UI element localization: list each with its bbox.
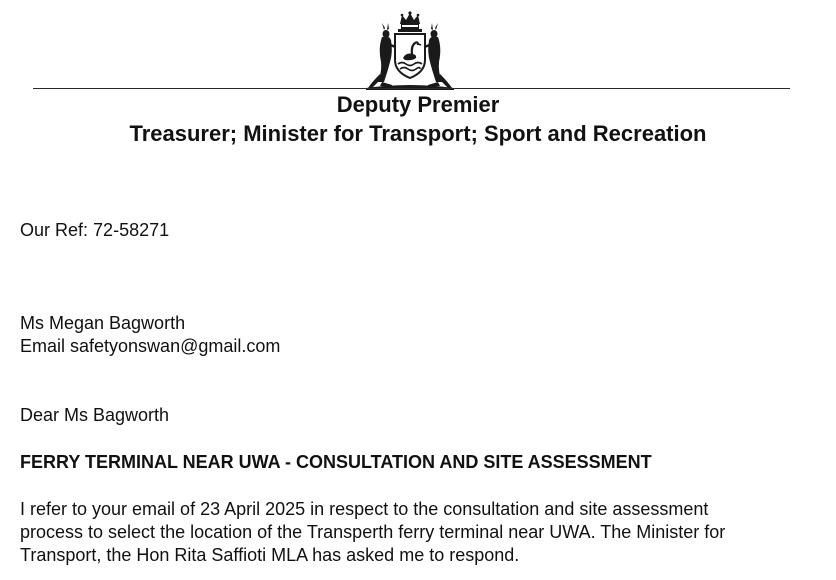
- reference-label: Our Ref:: [20, 220, 89, 240]
- body-line: process to select the location of the Transperth ferry terminal near UWA. The Minister for: [20, 522, 726, 542]
- office-title: Deputy Premier: [336, 92, 500, 117]
- coat-of-arms-icon: [362, 10, 458, 90]
- reference-line: [20, 219, 169, 241]
- body-paragraph: [20, 498, 820, 567]
- recipient-name: Ms Megan Bagworth: [20, 313, 186, 333]
- recipient-email: Email safetyonswan@gmail.com: [20, 336, 281, 356]
- salutation: Dear Ms Bagworth: [20, 405, 170, 425]
- office-portfolios: Treasurer; Minister for Transport; Sport and Recreation: [129, 121, 707, 146]
- letter-subject: FERRY TERMINAL NEAR UWA - CONSULTATION AND SITE ASSESSMENT: [20, 452, 652, 472]
- letterhead-divider: [33, 88, 790, 89]
- reference-number: 72-58271: [93, 220, 170, 240]
- body-line: Transport, the Hon Rita Saffioti MLA has asked me to respond.: [20, 545, 520, 565]
- body-line: I refer to your email of 23 April 2025 in respect to the consultation and site assessment: [20, 499, 709, 519]
